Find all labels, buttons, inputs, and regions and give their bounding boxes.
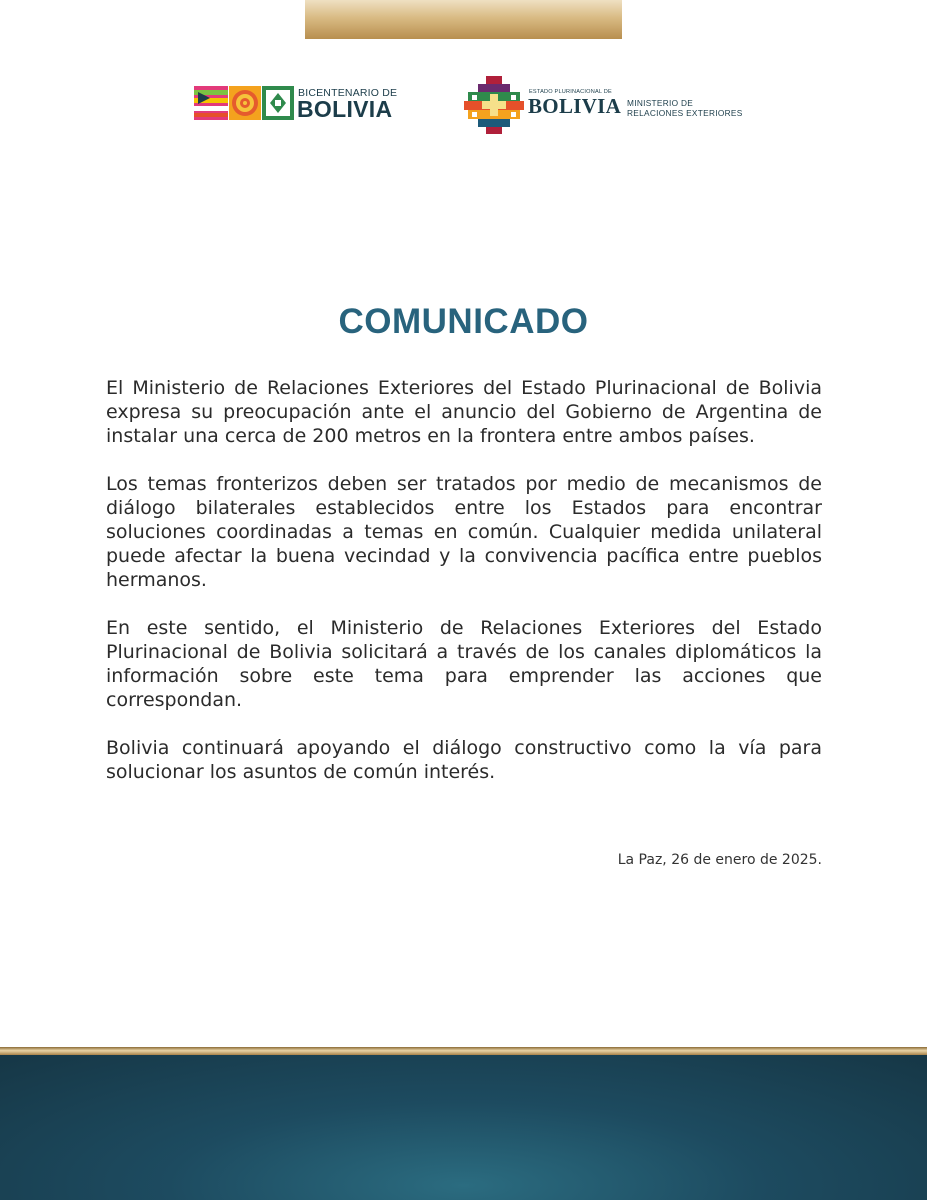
paragraph-2: Los temas fronterizos deben ser tratados por medio de mecanismos de diálogo bilaterales establecidos entre los Estados para encontrar soluciones coordinadas a temas en común. Cualquier medida unilateral puede afectar la buena vecindad y la convivencia pacífica entre pueblos hermanos. [106,473,822,591]
ministerio-line-2: RELACIONES EXTERIORES [627,108,743,118]
bicentenario-logo [194,86,404,122]
date-line: La Paz, 26 de enero de 2025. [617,852,822,868]
footer-band [0,1055,927,1200]
estado-label: ESTADO PLURINACIONAL DE [529,89,612,95]
bicentenario-label: BICENTENARIO DE [298,87,398,99]
paragraph-3: En este sentido, el Ministerio de Relaciones Exteriores del Estado Plurinacional de Bolivia solicitará a través de los canales diplomáticos la información sobre este tema para emprender las acciones que correspondan. [106,617,822,711]
top-gold-bar [305,0,622,39]
communique-body [106,376,822,808]
estado-plurinacional-logo [463,74,743,136]
bicentenario-name: BOLIVIA [297,96,393,122]
estado-name: BOLIVIA [528,94,622,118]
ministerio-name [627,98,743,118]
bicentenario-emblem-icon [194,86,294,120]
page-title: COMUNICADO [338,302,589,341]
paragraph-1: El Ministerio de Relaciones Exteriores del Estado Plurinacional de Bolivia expresa su preocupación ante el anuncio del Gobierno de Argentina de instalar una cerca de 200 metros en la frontera entre ambos países. [106,377,822,447]
paragraph-4: Bolivia continuará apoyando el diálogo constructivo como la vía para solucionar los asuntos de común interés. [106,737,822,783]
footer-gold-strip [0,1047,927,1055]
ministerio-line-1: MINISTERIO DE [627,98,694,108]
chakana-emblem-icon [463,74,525,136]
